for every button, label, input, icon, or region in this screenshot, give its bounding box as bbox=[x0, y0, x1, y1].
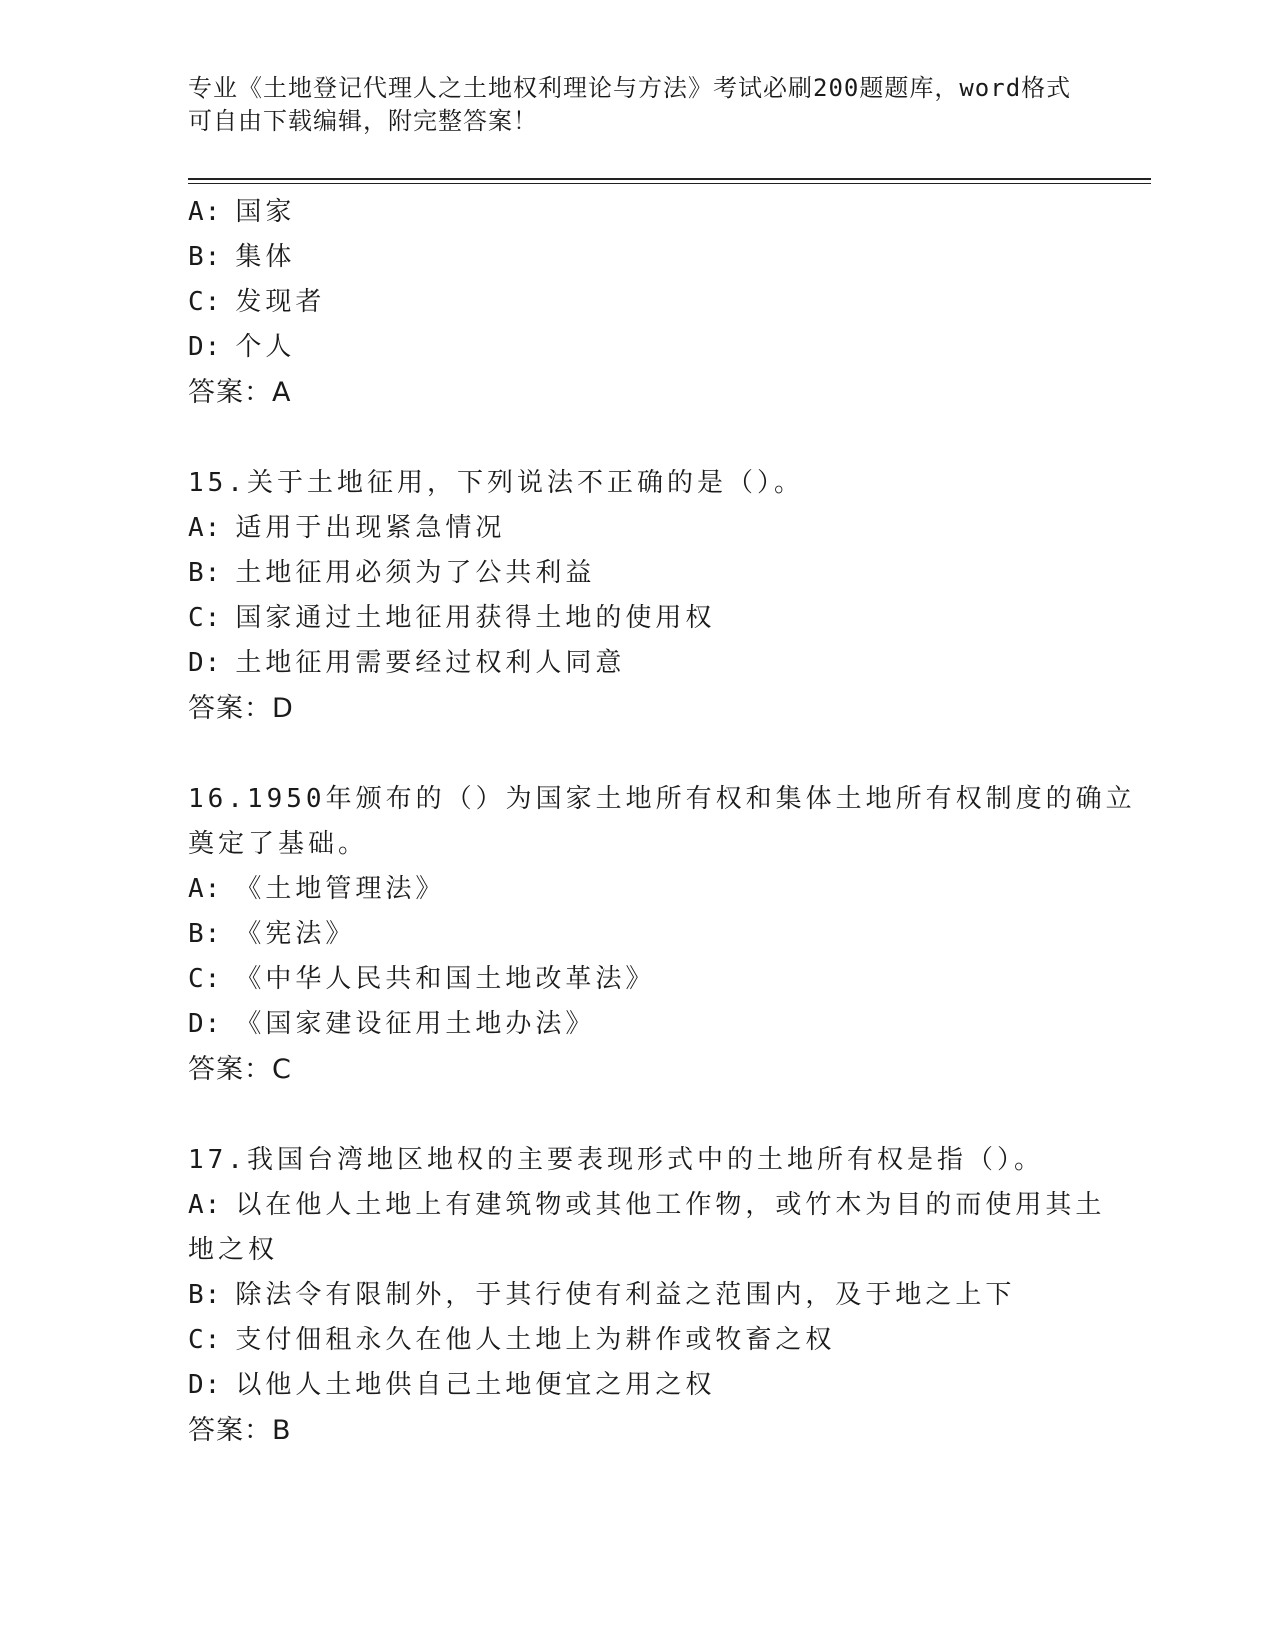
option-a: A: 国家 bbox=[188, 197, 296, 227]
question-17 bbox=[188, 1138, 1106, 1453]
option-c: C: 发现者 bbox=[188, 287, 326, 317]
header-divider-thick bbox=[188, 178, 1151, 180]
option-c: C: 支付佃租永久在他人土地上为耕作或牧畜之权 bbox=[188, 1325, 836, 1355]
option-b: B: 除法令有限制外，于其行使有利益之范围内，及于地之上下 bbox=[188, 1280, 1016, 1310]
question-text: 15.关于土地征用，下列说法不正确的是（）。 bbox=[188, 468, 804, 498]
option-b: B: 集体 bbox=[188, 242, 296, 272]
answer-label: 答案：B bbox=[188, 1415, 292, 1446]
option-a: A: 以在他人土地上有建筑物或其他工作物，或竹木为目的而使用其土 bbox=[188, 1190, 1106, 1220]
option-b: B: 土地征用必须为了公共利益 bbox=[188, 558, 596, 588]
question-text-line-1: 16.1950年颁布的（）为国家土地所有权和集体土地所有权制度的确立 bbox=[188, 784, 1136, 814]
question-15 bbox=[188, 461, 1088, 731]
option-d: D: 以他人土地供自己土地便宜之用之权 bbox=[188, 1370, 716, 1400]
header-line-1: 专业《土地登记代理人之土地权利理论与方法》考试必刷200题题库，word格式 bbox=[188, 74, 1072, 102]
question-text: 17.我国台湾地区地权的主要表现形式中的土地所有权是指（）。 bbox=[188, 1145, 1044, 1175]
option-c: C: 国家通过土地征用获得土地的使用权 bbox=[188, 603, 716, 633]
question-list bbox=[188, 190, 1136, 1453]
option-b: B: 《宪法》 bbox=[188, 919, 356, 949]
answer-label: 答案：D bbox=[188, 693, 294, 724]
option-a: A: 《土地管理法》 bbox=[188, 874, 446, 904]
question-16 bbox=[188, 777, 1136, 1092]
document-header bbox=[188, 72, 1088, 138]
option-d: D: 土地征用需要经过权利人同意 bbox=[188, 648, 626, 678]
option-c: C: 《中华人民共和国土地改革法》 bbox=[188, 964, 656, 994]
answer-label: 答案：C bbox=[188, 1054, 292, 1085]
answer-label: 答案：A bbox=[188, 377, 292, 408]
option-a-continuation: 地之权 bbox=[188, 1235, 279, 1265]
option-d: D: 《国家建设征用土地办法》 bbox=[188, 1009, 596, 1039]
question-14 bbox=[188, 190, 1088, 415]
option-a: A: 适用于出现紧急情况 bbox=[188, 513, 506, 543]
question-text-line-2: 奠定了基础。 bbox=[188, 829, 369, 859]
header-line-2: 可自由下载编辑，附完整答案！ bbox=[188, 107, 538, 135]
header-divider-thin bbox=[188, 183, 1151, 184]
option-d: D: 个人 bbox=[188, 332, 296, 362]
